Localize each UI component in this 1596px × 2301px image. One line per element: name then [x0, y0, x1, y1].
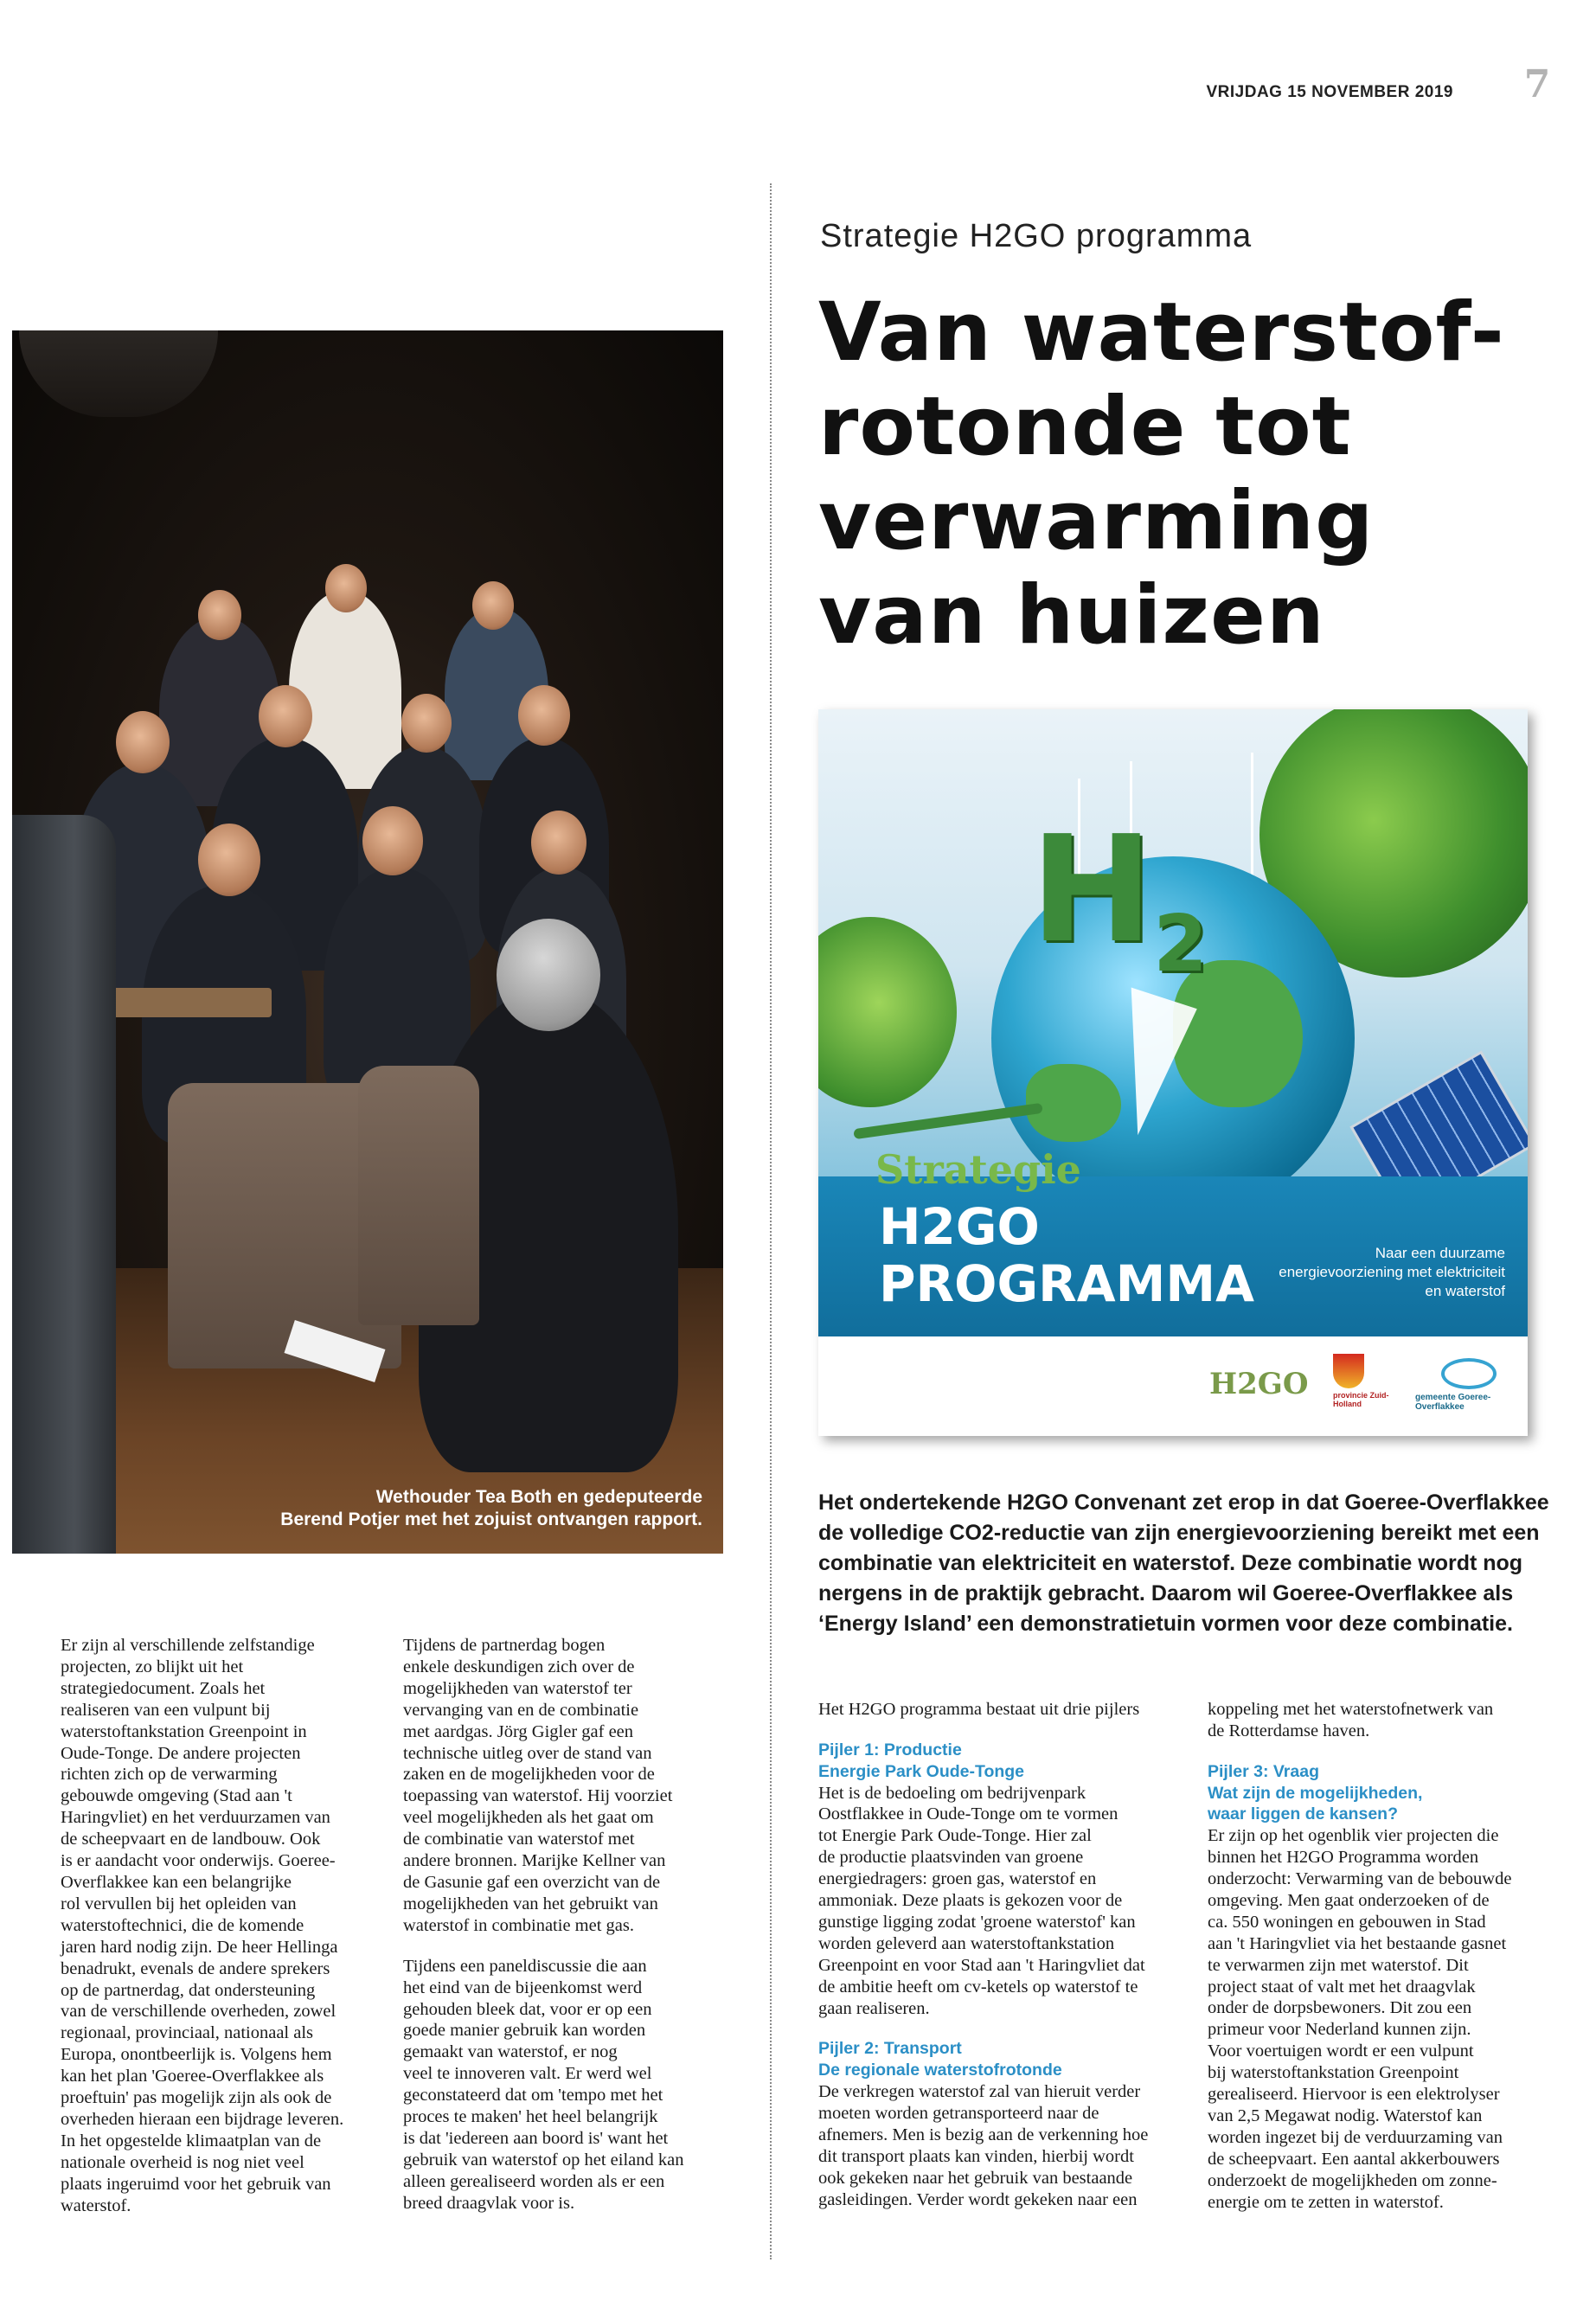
province-logo	[1333, 1354, 1411, 1408]
headline-line: rotonde tot	[818, 380, 1352, 474]
article-intro: Het ondertekende H2GO Convenant zet erop in dat Goeree-Overflakkee de volledige CO2-reductie van zijn energievoorziening bereikt met een combinatie van elektriciteit en waterstof. Deze combinatie wordt nog nergens in de praktijk gebracht. Daarom wil Goeree-Overflakkee als ‘Energy Island’ een demonstratietuin vormen voor deze combinatie.	[818, 1490, 1549, 1636]
caption-line: Berend Potjer met het zojuist ontvangen rapport.	[280, 1509, 702, 1529]
municipality-logo-text: gemeente Goeree-Overflakkee	[1415, 1393, 1491, 1412]
article-kicker: Strategie H2GO programma	[820, 218, 1253, 254]
paragraph: Tijdens een paneldiscussie die aan het eind van de bijeenkomst werd gehouden bleek dat, voor er op een goede manier gebruik kan worden gemaakt van waterstof, er nog veel te innoveren valt. Er werd wel geconstateerd dat om 'tempo met het proces te maken' het heel belangrijk is dat 'iedereen aan boord is' want het gebruik van waterstof op het eiland kan alleen gerealiseerd worden als er een breed draagvlak voor is.	[403, 1956, 684, 2213]
headline-line: Van waterstof-	[818, 285, 1505, 380]
audience-head	[362, 806, 423, 875]
province-shield-icon	[1333, 1354, 1364, 1388]
cover-title-line: H2GO	[879, 1197, 1040, 1256]
photo-caption	[218, 1486, 702, 1531]
h2-letter: H	[1030, 804, 1154, 976]
body-column-2	[403, 1635, 732, 2214]
cover-title	[879, 1198, 1311, 1312]
caption-line: Wethouder Tea Both en gedeputeerde	[375, 1487, 702, 1507]
municipality-logo	[1415, 1358, 1519, 1412]
cover-title-strategie: Strategie	[875, 1146, 1081, 1193]
armchair	[358, 1066, 479, 1325]
h2go-logo: H2GO	[1209, 1367, 1309, 1401]
standing-person	[12, 815, 116, 1554]
h2-symbol	[1030, 804, 1208, 990]
audience-head	[198, 590, 241, 640]
issue-date: VRIJDAG 15 NOVEMBER 2019	[1206, 83, 1453, 101]
audience-head	[259, 685, 312, 747]
cover-title-line: PROGRAMMA	[879, 1254, 1254, 1313]
column-divider	[770, 183, 772, 2259]
cover-tagline: Naar een duurzame energievoorziening met elektriciteit en waterstof	[1279, 1245, 1505, 1299]
audience-head	[531, 811, 586, 875]
audience-head	[198, 824, 260, 896]
subheading-pijler-1: Pijler 1: Productie Energie Park Oude-Tonge	[818, 1740, 1025, 1781]
h2-subscript: 2	[1153, 899, 1208, 990]
paragraph: Tijdens de partnerdag bogen enkele deskundigen zich over de mogelijkheden van waterstof ter vervanging van en de combinatie met aardgas. Jörg Gigler gaf een technische uitleg over de stand van zaken en de mogelijkheden voor de toepassing van waterstof. Hij voorziet veel mogelijkheden als het gaat om de combinatie van waterstof met andere bronnen. Marijke Kellner van de Gasunie gaf een overzicht van de mogelijkheden van het gebruikt van waterstof in combinatie met gas.	[403, 1636, 673, 1935]
subheading-pijler-2: Pijler 2: Transport De regionale waterstofrotonde	[818, 2039, 1062, 2080]
audience-head	[518, 685, 570, 746]
headline-line: van huizen	[818, 568, 1325, 663]
body-column-3	[818, 1699, 1190, 2211]
paragraph: De verkregen waterstof zal van hieruit verder moeten worden getransporteerd naar de afnemers. Men is bezig aan de verkenning hoe dit transport plaats kan vinden, hierbij wordt ook gekeken naar het gebruik van bestaande gasleidingen. Verder wordt gekeken naar een	[818, 2082, 1149, 2209]
audience-head	[325, 564, 367, 612]
audience-head	[116, 711, 170, 773]
paragraph: Het is de bedoeling om bedrijvenpark Oostflakkee in Oude-Tonge om te vormen tot Energie Park Oude-Tonge. Hier zal de productie plaatsvinden van groene energiedragers: groen gas, waterstof en ammoniak. Deze plaats is gekozen voor de gunstige ligging zodat 'groene waterstof' kan worden geleverd aan waterstoftankstation Greenpoint en voor Stad aan 't Haringvliet dat de ambitie heeft om cv-ketels op waterstof te gaan realiseren.	[818, 1783, 1145, 2018]
paragraph: Het H2GO programma bestaat uit drie pijlers	[818, 1700, 1140, 1719]
municipality-mark-icon	[1441, 1358, 1497, 1389]
speaker-head	[497, 919, 600, 1031]
headline-line: verwarming	[818, 474, 1375, 568]
paragraph: koppeling met het waterstofnetwerk van de Rotterdamse haven.	[1208, 1700, 1494, 1740]
province-logo-text: provincie Zuid-Holland	[1333, 1391, 1389, 1408]
audience-head	[401, 694, 452, 753]
body-column-1	[61, 1635, 389, 2216]
report-cover	[818, 709, 1528, 1436]
body-column-4	[1208, 1699, 1562, 2214]
subheading-pijler-3: Pijler 3: Vraag Wat zijn de mogelijkheden, waar liggen de kansen?	[1208, 1761, 1423, 1824]
paragraph: Er zijn al verschillende zelfstandige projecten, zo blijkt uit het strategiedocument. Zoals het realiseren van een vulpunt bij waterstoftankstation Greenpoint in Oude-Tonge. De andere projecten richten zich op de verwarming gebouwde omgeving (Stad aan 't Haringvliet) en het verduurzamen van de scheepvaart en de landbouw. Ook is er aandacht voor onderwijs. Goeree- Overflakkee kan een belangrijke rol vervullen bij het opleiden van waterstoftechnici, die de komende jaren hard nodig zijn. De heer Hellinga benadrukt, evenals de andere sprekers op de partnerdag, dat ondersteuning van de verschillende overheden, zowel regionaal, provinciaal, nationaal als Europa, onontbeerlijk is. Volgens hem kan het plan 'Goeree-Overflakkee als proeftuin' pas mogelijk zijn als ook de overheden hieraan een bijdrage leveren. In het opgestelde klimaatplan van de nationale overheid is nog niet veel plaats ingeruimd voor het gebruik van waterstof.	[61, 1636, 344, 2215]
audience-head	[472, 581, 514, 630]
pendant-lamp	[19, 330, 218, 417]
paragraph: Er zijn op het ogenblik vier projecten die binnen het H2GO Programma worden onderzocht: Verwarming van de bebouwde omgeving. Men gaat onderzoeken of de ca. 550 woningen en gebouwen in Stad aan 't Haringvliet via het bestaande gasnet te verwarmen zijn met waterstof. Dit project staat of valt met het draagvlak onder de dorpsbewoners. Dit zou een primeur voor Nederland kunnen zijn. Voor voertuigen wordt er een vulpunt bij waterstoftankstation Greenpoint gerealiseerd. Hiervoor is een elektrolyser van 2,5 Megawat nodig. Waterstof kan worden ingezet bij de verduurzaming van de scheepvaart. Een aantal akkerbouwers onderzoekt de mogelijkheden om zonne- energie om te zetten in waterstof.	[1208, 1826, 1512, 2212]
article-headline	[818, 285, 1580, 663]
event-photo	[12, 330, 723, 1554]
page-number: 7	[1523, 62, 1551, 106]
